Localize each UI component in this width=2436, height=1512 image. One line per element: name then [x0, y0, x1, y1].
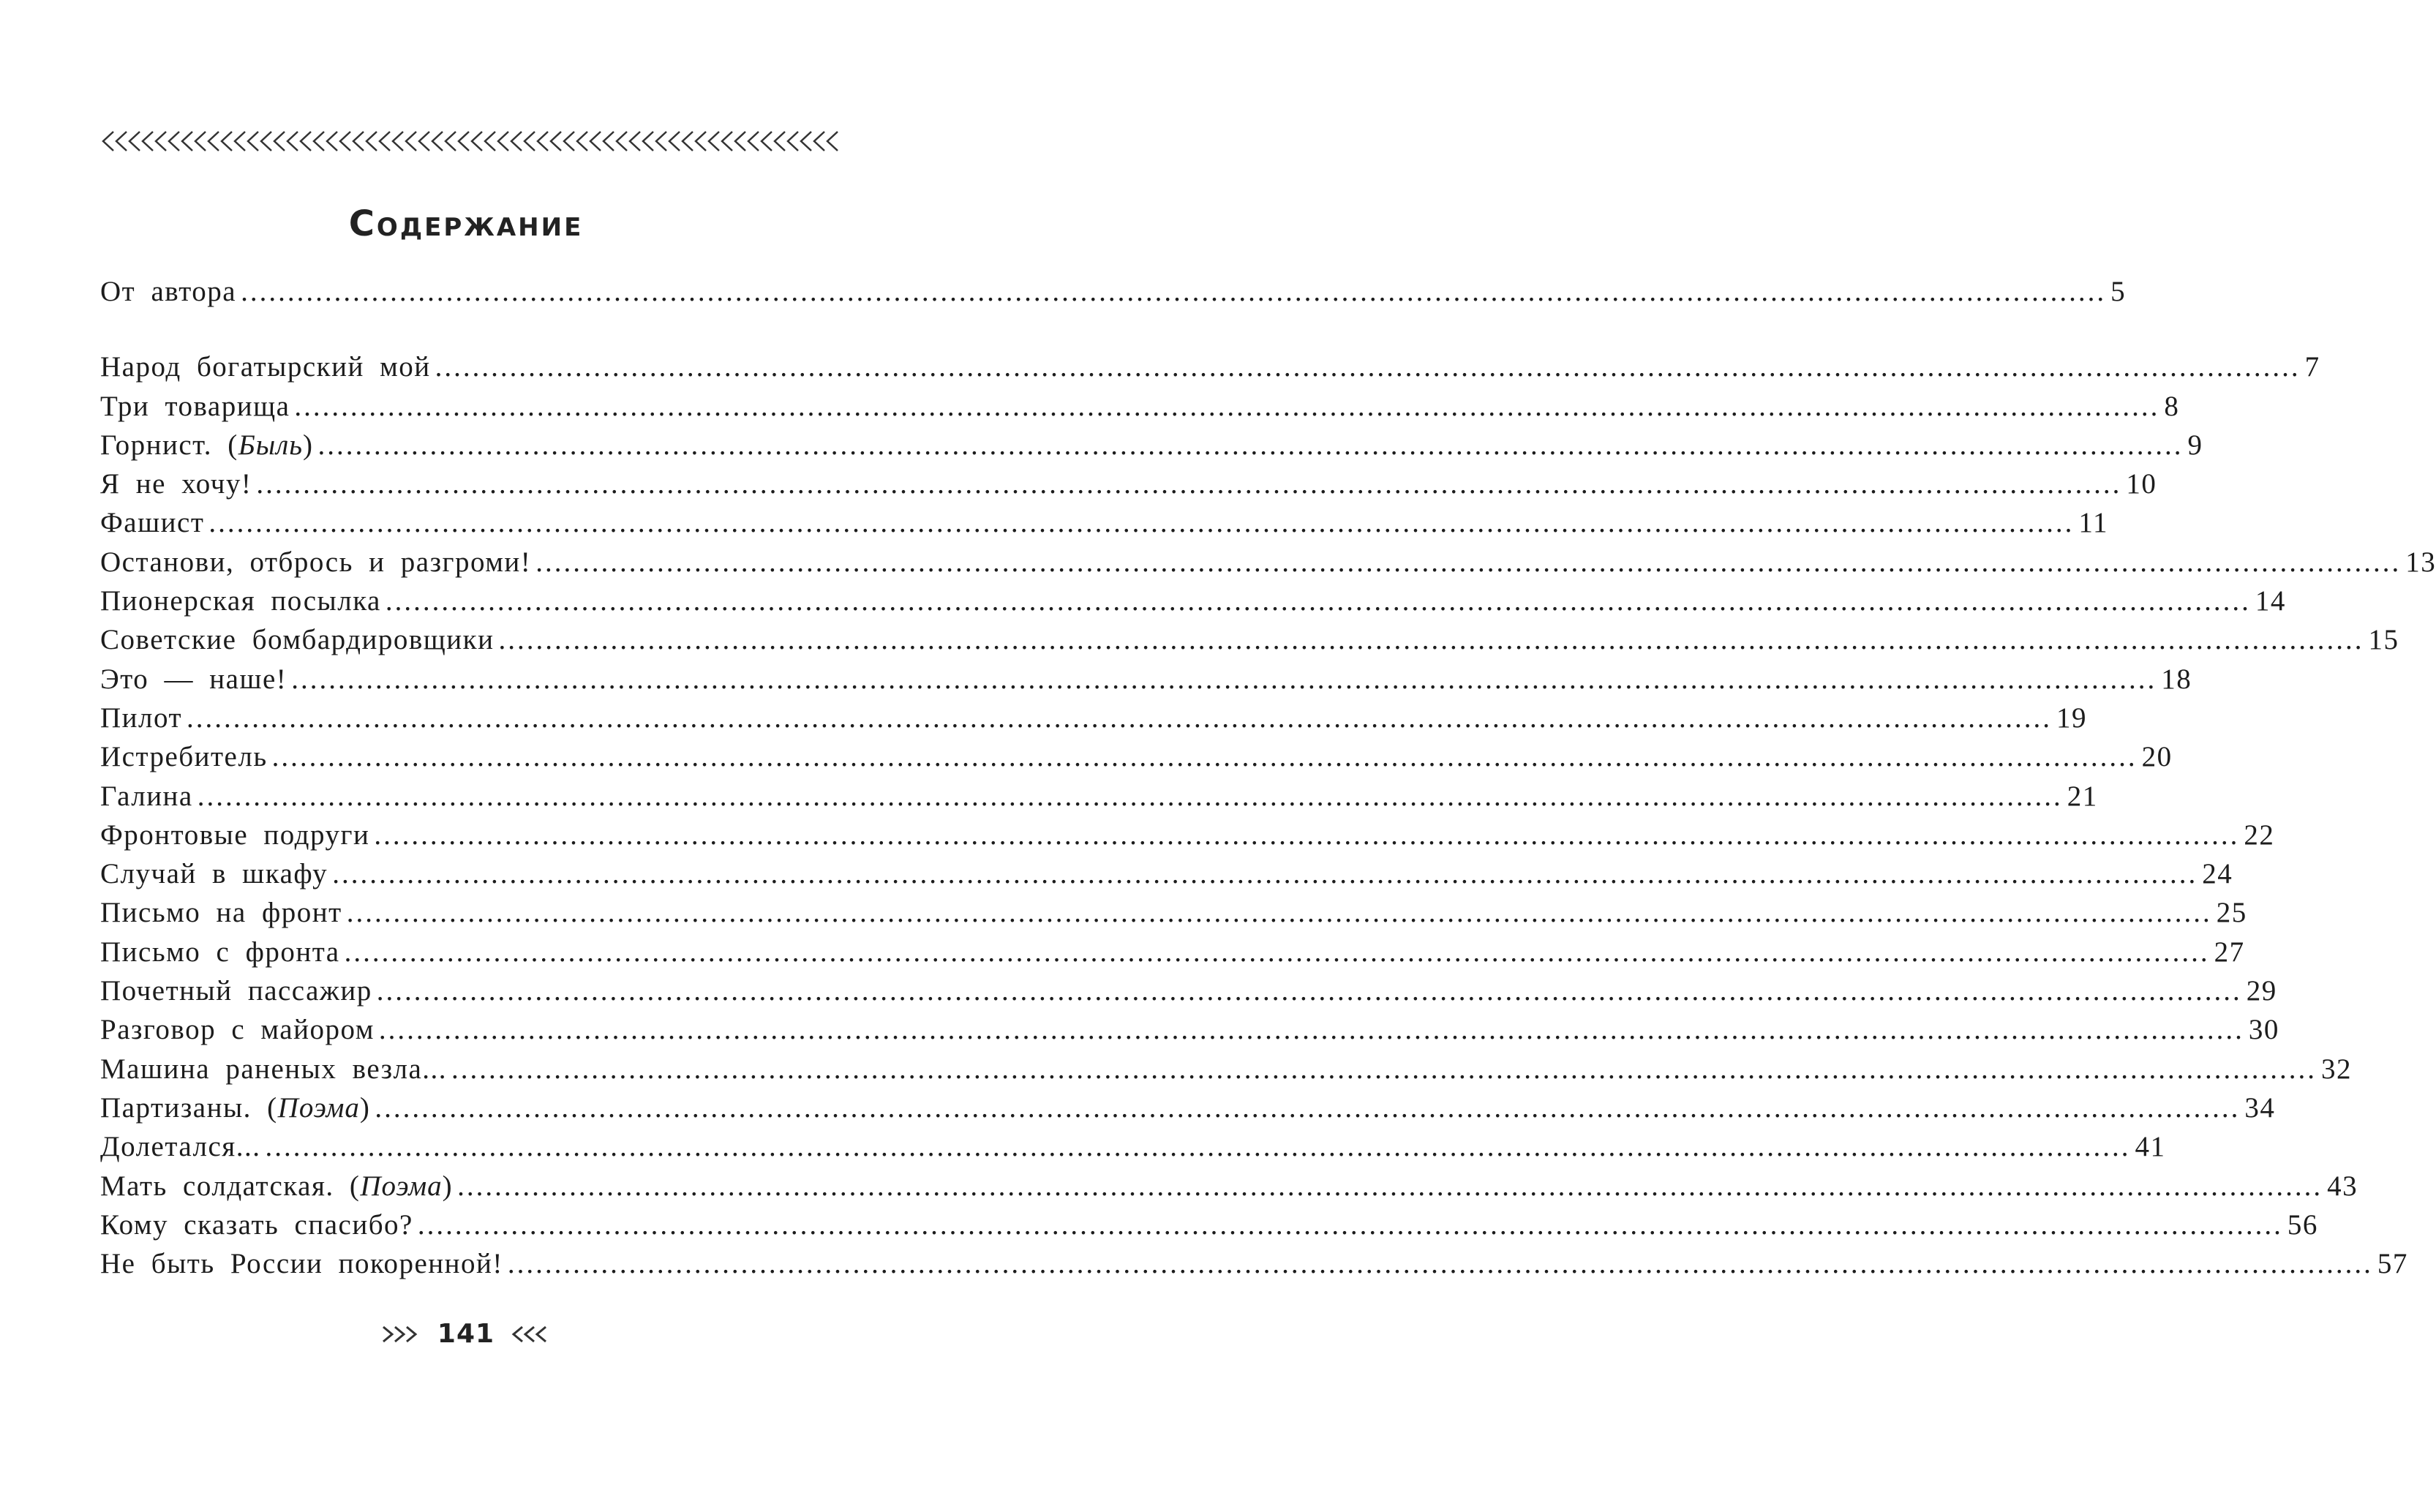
toc-entry-page: 43 — [2327, 1170, 2358, 1202]
toc-entry-page: 34 — [2244, 1091, 2276, 1124]
chevrons-right-icon — [379, 1323, 423, 1345]
toc-entry[interactable] — [100, 620, 2399, 659]
toc-entry-title: Народ богатырский мой — [100, 351, 431, 383]
toc-entry-page: 27 — [2214, 936, 2245, 968]
toc-entry-page: 57 — [2377, 1248, 2408, 1280]
toc-leader-dots: ........................................................................................................................................................................................................ — [498, 624, 2364, 656]
toc-entry[interactable] — [100, 893, 2247, 932]
toc-leader-dots: ........................................................................................................................................................................................................ — [241, 276, 2107, 307]
toc-leader-dots: ........................................................................................................................................................................................................ — [317, 429, 2184, 461]
toc-leader-dots: ........................................................................................................................................................................................................ — [346, 897, 2212, 929]
toc-leader-dots: ........................................................................................................................................................................................................ — [332, 858, 2198, 890]
toc-entry[interactable] — [100, 1206, 2318, 1244]
toc-entry[interactable] — [100, 699, 2088, 737]
toc-entry-title: Мать солдатская. (Поэма) — [100, 1170, 454, 1202]
toc-entry-page: 14 — [2255, 585, 2286, 617]
toc-leader-dots: ........................................................................................................................................................................................................ — [208, 507, 2075, 539]
toc-entry-title: Письмо с фронта — [100, 936, 340, 968]
toc-entry[interactable] — [100, 933, 2245, 971]
toc-entry-title: Машина раненых везла... — [100, 1053, 448, 1085]
toc-entry-title: Советские бомбардировщики — [100, 624, 495, 656]
toc-entry-title: Я не хочу! — [100, 468, 252, 500]
toc-leader-dots: ........................................................................................................................................................................................................ — [256, 468, 2122, 500]
toc-entry[interactable] — [100, 777, 2098, 816]
toc-leader-dots: ........................................................................................................................................................................................................ — [451, 1053, 2317, 1085]
chevrons-left-icon — [509, 1323, 553, 1345]
toc-entry-title: Почетный пассажир — [100, 975, 372, 1007]
toc-leader-dots: ........................................................................................................................................................................................................ — [376, 975, 2242, 1007]
toc-entry-page: 18 — [2161, 663, 2192, 695]
toc-entry-title: Пионерская посылка — [100, 585, 381, 617]
toc-entry-title: Фронтовые подруги — [100, 819, 370, 851]
toc-entry-page: 22 — [2244, 819, 2275, 851]
toc-leader-dots: ........................................................................................................................................................................................................ — [378, 1014, 2244, 1046]
toc-entry[interactable] — [100, 1010, 2279, 1049]
toc-entry[interactable] — [100, 971, 2277, 1010]
toc-entry[interactable] — [100, 660, 2192, 699]
toc-leader-dots: ........................................................................................................................................................................................................ — [375, 1091, 2241, 1124]
toc-entry-page: 8 — [2164, 390, 2180, 422]
toc-entry-title: Не быть России покоренной! — [100, 1248, 503, 1280]
toc-entry[interactable] — [100, 737, 2173, 776]
toc-entry[interactable] — [100, 816, 2275, 854]
toc-entry-page: 5 — [2110, 276, 2127, 307]
toc-entry-page: 30 — [2248, 1014, 2279, 1046]
toc-entry[interactable] — [100, 543, 2436, 582]
toc-leader-dots: ........................................................................................................................................................................................................ — [374, 819, 2240, 851]
toc-entry-title: Это — наше! — [100, 663, 287, 695]
toc-entry[interactable] — [100, 387, 2180, 426]
toc-entry-title: Горнист. (Быль) — [100, 429, 314, 461]
toc-entry[interactable] — [100, 1050, 2353, 1088]
toc-leader-dots: ........................................................................................................................................................................................................ — [507, 1248, 2373, 1280]
toc-leader-dots: ........................................................................................................................................................................................................ — [271, 741, 2138, 773]
toc-entry[interactable] — [100, 503, 2108, 542]
toc-entry-page: 41 — [2135, 1131, 2166, 1163]
toc-entry-page: 32 — [2321, 1053, 2353, 1085]
toc-entry[interactable] — [100, 272, 2127, 311]
toc-entry[interactable] — [100, 1167, 2358, 1206]
toc-entry[interactable] — [100, 1244, 2408, 1283]
toc-entry-title: Три товарища — [100, 390, 290, 422]
toc-entry-page: 29 — [2246, 975, 2277, 1007]
toc-leader-dots: ........................................................................................................................................................................................................ — [344, 936, 2210, 968]
toc-entry-page: 25 — [2216, 897, 2247, 929]
toc-entry[interactable] — [100, 426, 2203, 464]
toc-leader-dots: ........................................................................................................................................................................................................ — [294, 390, 2160, 422]
toc-entry[interactable] — [100, 1127, 2166, 1166]
toc-entry-title: Долетался... — [100, 1131, 261, 1163]
toc-entry[interactable] — [100, 1088, 2276, 1127]
toc-leader-dots: ........................................................................................................................................................................................................ — [197, 780, 2063, 812]
toc-leader-dots: ........................................................................................................................................................................................................ — [385, 585, 2251, 617]
toc-entry-title: Пилот — [100, 702, 183, 734]
page-number: 141 — [437, 1319, 495, 1349]
toc-entry-title: Разговор с майором — [100, 1014, 375, 1046]
chevron-divider-icon — [100, 129, 839, 154]
toc-entry-page: 9 — [2187, 429, 2203, 461]
toc-entry-page: 13 — [2405, 546, 2436, 578]
toc-entry-page: 15 — [2368, 624, 2399, 656]
toc-entry-page: 20 — [2141, 741, 2173, 773]
toc-entry-title: Галина — [100, 780, 193, 812]
toc-entry-page: 56 — [2287, 1208, 2318, 1241]
toc-entry-title: Случай в шкафу — [100, 858, 328, 890]
toc-entry-page: 21 — [2067, 780, 2098, 812]
toc-entry[interactable] — [100, 464, 2157, 503]
toc-entry-title: Письмо на фронт — [100, 897, 342, 929]
page-footer — [0, 1319, 932, 1349]
toc-leader-dots: ........................................................................................................................................................................................................ — [417, 1208, 2283, 1241]
toc-entry[interactable] — [100, 854, 2233, 893]
toc-entry-page: 10 — [2126, 468, 2157, 500]
toc-entry-page: 19 — [2056, 702, 2088, 734]
toc-leader-dots: ........................................................................................................................................................................................................ — [435, 351, 2301, 383]
page-title: Содержание — [348, 203, 584, 244]
toc-leader-dots: ........................................................................................................................................................................................................ — [187, 702, 2053, 734]
toc-leader-dots: ........................................................................................................................................................................................................ — [457, 1170, 2323, 1202]
toc-entry-page: 24 — [2202, 858, 2233, 890]
toc-leader-dots: ........................................................................................................................................................................................................ — [535, 546, 2402, 578]
toc-entry[interactable] — [100, 347, 2320, 386]
toc-entry-title: Партизаны. (Поэма) — [100, 1091, 371, 1124]
toc-entry-title: Фашист — [100, 507, 205, 539]
toc-entry-page: 7 — [2304, 351, 2320, 383]
toc-leader-dots: ........................................................................................................................................................................................................ — [291, 663, 2157, 695]
toc-leader-dots: ........................................................................................................................................................................................................ — [265, 1131, 2131, 1163]
toc-entry-title: Кому сказать спасибо? — [100, 1208, 413, 1241]
toc-entry-title: Истребитель — [100, 741, 268, 773]
table-of-contents — [100, 272, 2436, 1283]
toc-entry-title: Останови, отбрось и разгроми! — [100, 546, 532, 578]
toc-entry-page: 11 — [2078, 507, 2108, 539]
toc-entry[interactable] — [100, 582, 2286, 620]
toc-entry-title: От автора — [100, 276, 237, 307]
